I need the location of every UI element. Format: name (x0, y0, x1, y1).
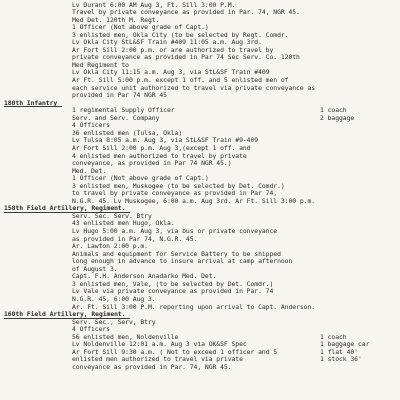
document-line: Animals and equipment for Service Battery to be shipped (72, 249, 281, 258)
document-line: Lv Vale via private conveyance as provided in Par. 74 (72, 287, 274, 296)
document-line: N.G.R. 45. Lv Muskogee, 6:00 a.m. Aug 3rd. Ar Ft. Sill 3:00 p.m. (72, 196, 316, 205)
document-line: Med. Det. (72, 166, 107, 175)
document-line: conveyance as provided in Par. 74, NGR 45. (72, 362, 232, 371)
document-line: Serv. Sec., Serv, Btry (72, 317, 156, 326)
document-line: 1 Officer (Not above grade of Capt.) (72, 23, 209, 32)
section-heading: 180th Infantry (4, 98, 58, 107)
equipment-note: 1 coach (320, 332, 347, 341)
document-line: Lv Noldenville 12:01 a.m. Aug 3 via OK&SF Spec (72, 340, 247, 349)
document-line: 1 Officer (Not above grade of Capt.) (72, 174, 209, 183)
document-line: long enough in advance to insure arrival at camp afternoon (72, 257, 293, 266)
document-line: Travel by private conveyance as provided in Par. 74, NGR 45. (72, 8, 300, 17)
section-heading: 160th Field Artillery, Regiment. (4, 310, 126, 319)
document-line: 36 enlisted men (Tulsa, Okla) (72, 128, 183, 137)
document-line: Ar Fort Sill 2:00 p.m. Aug 3,(except 1 off. and (72, 143, 251, 152)
document-line: Ar Ft. Sill 5:00 p.m. except 1 off. and 5 enlisted men of (72, 76, 289, 84)
document-line: Lv Okla City 11:15 a.m. Aug 3, via StL&SF Train #409 (72, 68, 270, 77)
document-line: 3 enlisted men, Muskogee (to be selected by Det. Comdr.) (72, 181, 285, 190)
document-line: Lv Okla City StL&SF Train #409 11:05 a.m. Aug 3rd. (72, 38, 262, 47)
document-line: Med Regiment to (72, 60, 129, 69)
section-heading: 158th Field Artillery, Regiment. (4, 204, 126, 213)
document-line: Serv. Sec. Serv. Btry (72, 211, 152, 220)
document-line: Ar Fort Sill 9:30 a.m. ( Not to exceed 1 officer and 5 (72, 347, 278, 356)
equipment-note: 1 flat 40' (320, 347, 358, 356)
document-line: Med Det. 120th M. Regt. (72, 15, 160, 24)
equipment-note: 2 baggage (320, 113, 355, 122)
equipment-note: 1 stock 36' (320, 355, 362, 364)
document-line: as provided in Par 74, N.G.R. 45. (72, 234, 198, 243)
document-line: provided in Par 74 NGR 45 (72, 91, 167, 100)
document-line: 3 enlisted men, Okla City (to be selected by Regt. Comdr. (72, 30, 289, 39)
document-line: 1 regimental Supply Officer (72, 106, 175, 115)
document-line: Capt. F.H. Anderson Anadarko Med. Det. (72, 272, 217, 281)
document-line: Ar. Ft. Sill 3:00 P.M. reporting upon arrival to Capt. Anderson. (72, 302, 316, 311)
heading-underline (4, 106, 62, 107)
document-line: 4 enlisted men authorized to travel by private (72, 151, 247, 160)
document-line: Ar Fort Sill 2:00 p.m. or are authorized to travel by (72, 45, 274, 54)
document-line: Ar. Lawton 2:00 p.m. (72, 242, 148, 251)
document-line: Serv. and Serv. Company (72, 113, 160, 122)
document-line: enlisted men authorized to travel via private (72, 355, 243, 364)
document-line: 4 Officers (72, 121, 110, 130)
document-line: each service unit authorized to travel via private conveyance as (72, 83, 316, 92)
document-line: 3 enlisted men, Vale, (to be selected by Det. Comdr.) (72, 279, 274, 288)
document-line: to travel by private conveyance as provided in Par 74, (72, 189, 278, 198)
document-line: of August 3. (72, 264, 118, 273)
document-line: Lv Hugo 5:00 a.m. Aug 3, via bus or private conveyance (72, 227, 278, 235)
document-line: Lv Durant 6:00 AM Aug 3, Ft. Sill 3:00 P.M. (72, 0, 236, 9)
document-line: Lv Tulsa 8:05 a.m. Aug 3, via StL&SF Train #9-409 (72, 136, 259, 145)
document-line: 56 enlisted men, Noldenville (72, 332, 179, 341)
equipment-note: 1 coach (320, 106, 347, 115)
document-line: 4 Officers (72, 325, 110, 334)
document-line: private conveyance as provided in Par 74 Sec Serv. Co. 120th (72, 53, 300, 62)
document-line: N.G.R. 45, 6:00 Aug 3. (72, 294, 156, 303)
document-line: conveyance, as provided in Par 74 NGR 45.) (72, 159, 232, 168)
equipment-note: 1 baggage car (320, 340, 370, 349)
document-line: 43 enlisted men Hugo, Okla. (72, 219, 175, 228)
